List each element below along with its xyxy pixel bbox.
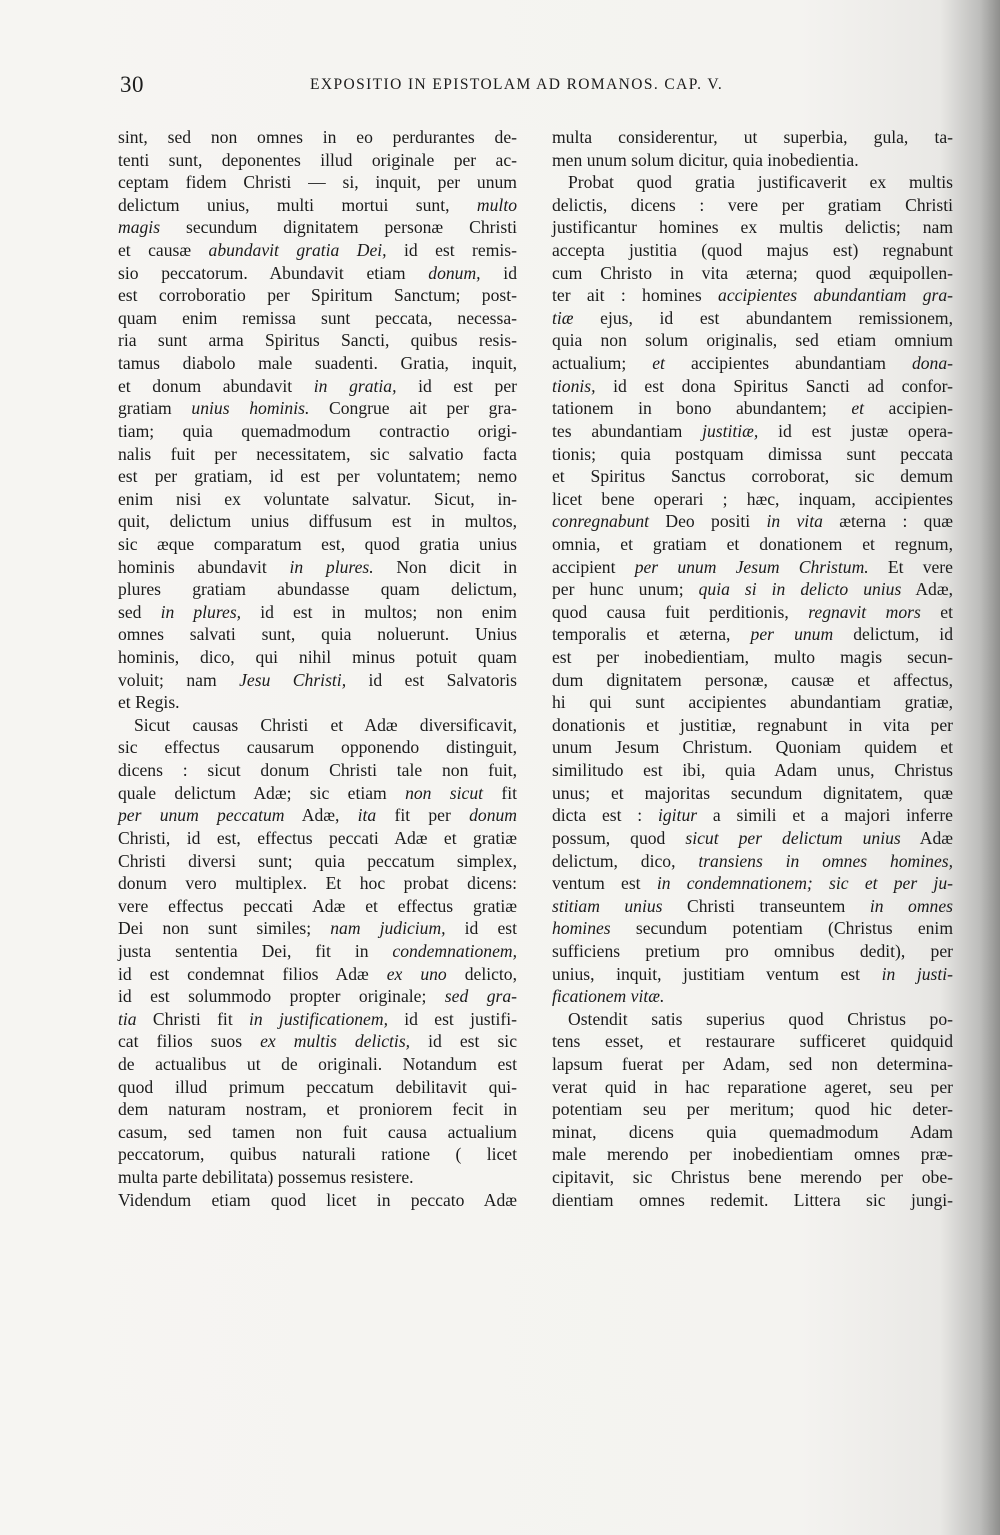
text-run: temporalis et æterna, xyxy=(552,624,751,645)
text-run: peccatorum, quibus naturali ratione ( licet xyxy=(118,1144,517,1165)
left-column-line xyxy=(118,1121,517,1144)
text-run: quit, delictum unius diffusum est in multos, xyxy=(118,511,517,532)
text-run: sint, sed non omnes in eo perdurantes de- xyxy=(118,127,517,147)
text-run: per hunc unum; xyxy=(552,579,699,600)
text-run: male merendo per inobedientiam omnes præ- xyxy=(552,1144,953,1165)
text-run: delicto, xyxy=(446,963,517,984)
text-run: cat filios suos xyxy=(118,1031,261,1052)
text-run: delictum, id xyxy=(833,624,953,645)
italic-text: justitiæ, xyxy=(702,420,759,441)
text-run: delictum unius, multi mortui sunt, xyxy=(118,194,477,215)
left-column-line xyxy=(118,895,517,918)
italic-text: igitur xyxy=(657,805,698,826)
text-run: tionis; quia postquam dimissa sunt peccata xyxy=(552,443,953,464)
text-run: cipitavit, sic Christus bene merendo per obe- xyxy=(552,1167,953,1188)
text-run: hominis abundavit xyxy=(118,556,290,577)
left-column-line xyxy=(118,872,517,895)
right-column-line xyxy=(552,239,953,262)
right-column-line xyxy=(552,1098,953,1121)
text-run: quam enim remissa sunt peccata, necessa- xyxy=(118,307,517,328)
text-run: ter ait : homines xyxy=(552,285,719,306)
text-run: licet bene operari ; hæc, inquam, accipientes xyxy=(552,488,953,509)
text-run: Non dicit in xyxy=(373,556,517,577)
text-run: vere effectus peccati Adæ et effectus gratiæ xyxy=(118,895,517,916)
text-run: quod causa fuit perditionis, xyxy=(552,601,809,622)
italic-text: sed gra- xyxy=(444,986,517,1007)
text-run: possum, quod xyxy=(552,827,686,848)
italic-text: in justi- xyxy=(881,963,953,984)
text-run: tationem in bono abundantem; xyxy=(552,398,852,419)
text-run: omnia, et gratiam et donationem et regnum, xyxy=(552,533,953,554)
text-run: Et vere xyxy=(868,556,953,577)
text-run: quod illud primum peccatum debilitavit qui- xyxy=(118,1076,517,1097)
left-column-line xyxy=(118,284,517,307)
italic-text: sicut per delictum unius xyxy=(685,827,901,848)
text-run: Adæ, xyxy=(284,805,358,826)
right-column-line xyxy=(552,443,953,466)
text-run: Christi, id est, effectus peccati Adæ et gratiæ xyxy=(118,827,517,848)
left-column-line xyxy=(118,488,517,511)
text-run: enim nisi ex voluntate salvatur. Sicut, in- xyxy=(118,488,517,509)
text-run: delictum, dico, xyxy=(552,850,699,871)
italic-text: in justificationem, xyxy=(249,1008,388,1029)
italic-text: in omnes xyxy=(869,895,953,916)
right-column-line xyxy=(552,691,953,714)
text-run: et causæ xyxy=(118,240,209,261)
text-run: ceptam fidem Christi — si, inquit, per unum xyxy=(118,172,517,193)
right-column-line xyxy=(552,194,953,217)
right-column-line xyxy=(552,623,953,646)
text-run: id est per xyxy=(396,375,517,396)
text-run: et Spiritus Sanctus corroborat, sic demum xyxy=(552,466,953,487)
right-column-line xyxy=(552,375,953,398)
text-run: id est sic xyxy=(410,1031,518,1052)
text-run: quale delictum Adæ; sic etiam xyxy=(118,782,406,803)
text-run: potentiam seu per meritum; quod hic deter- xyxy=(552,1099,953,1120)
running-head xyxy=(120,72,950,102)
right-column-line xyxy=(552,1008,953,1031)
left-column-line xyxy=(118,307,517,330)
text-run: hi qui sunt accipientes abundantiam gratiæ, xyxy=(552,692,953,713)
text-run: sic effectus causarum opponendo distinguit, xyxy=(118,737,517,758)
italic-text: quia si in delicto unius xyxy=(698,579,902,600)
italic-text: donum, xyxy=(428,262,481,283)
text-run: quia non solum originalis, sed etiam omnium xyxy=(552,330,953,351)
text-run: id est justifi- xyxy=(387,1008,518,1029)
italic-text: unius hominis. xyxy=(191,398,310,419)
left-column-line xyxy=(118,329,517,352)
right-column-line xyxy=(552,872,953,895)
left-column-line xyxy=(118,533,517,556)
right-column-line xyxy=(552,556,953,579)
italic-text: Jesu Christi, xyxy=(239,669,347,690)
right-column-line xyxy=(552,329,953,352)
text-run: Sicut causas Christi et Adæ diversificavit, xyxy=(134,714,517,735)
text-run: secundum dignitatem personæ Christi xyxy=(160,217,517,238)
left-column-line xyxy=(118,578,517,601)
text-run: secundum potentiam (Christus enim xyxy=(610,918,953,939)
left-column-line xyxy=(118,1076,517,1099)
italic-text: tionis, xyxy=(552,375,596,396)
text-run: Christi fit xyxy=(136,1008,250,1029)
left-column-line xyxy=(118,917,517,940)
text-run: justa sententia Dei, fit in xyxy=(118,940,393,961)
right-column-line xyxy=(552,262,953,285)
italic-text: per unum Jesum Christum. xyxy=(634,556,869,577)
italic-text: et xyxy=(851,398,865,419)
text-run: gratiam xyxy=(118,398,192,419)
text-run: ventum est xyxy=(552,873,657,894)
italic-text: in plures, xyxy=(160,601,242,622)
text-run: id est dona Spiritus Sancti ad confor- xyxy=(595,375,953,396)
italic-text: nam judicium, xyxy=(330,918,446,939)
right-text-column xyxy=(552,126,953,1211)
right-column-line xyxy=(552,940,953,963)
text-run: sio peccatorum. Abundavit etiam xyxy=(118,262,429,283)
right-column-line xyxy=(552,985,953,1008)
left-text-column xyxy=(118,126,517,1211)
right-column-line xyxy=(552,1076,953,1099)
text-run: Christi diversi sunt; quia peccatum simplex, xyxy=(118,850,517,871)
left-column-line xyxy=(118,397,517,420)
italic-text: ficationem vitæ. xyxy=(552,986,665,1007)
right-column-line xyxy=(552,827,953,850)
text-run: casum, sed tamen non fuit causa actualium xyxy=(118,1121,517,1142)
text-run: accipient xyxy=(552,556,635,577)
text-run: justificantur homines ex multis delictis; nam xyxy=(552,217,953,238)
italic-text: abundavit gratia Dei, xyxy=(208,240,387,261)
text-run: Adæ xyxy=(900,827,953,848)
text-run: Ostendit satis superius quod Christus po- xyxy=(568,1008,953,1029)
text-run: fit per xyxy=(376,805,470,826)
right-column-line xyxy=(552,533,953,556)
text-run: æterna : quæ xyxy=(822,511,953,532)
left-column-line xyxy=(118,1143,517,1166)
right-column-line xyxy=(552,1189,953,1212)
left-column-line xyxy=(118,646,517,669)
text-run: Christi transeuntem xyxy=(662,895,870,916)
text-run: de actualibus ut de originali. Notandum est xyxy=(118,1053,517,1074)
italic-text: multo xyxy=(476,194,517,215)
left-column-line xyxy=(118,194,517,217)
text-run: Probat quod gratia justificaverit ex multis xyxy=(568,172,953,193)
right-column-line xyxy=(552,1166,953,1189)
text-run: accepta justitia (quod majus est) regnabunt xyxy=(552,240,953,261)
left-column-line xyxy=(118,1098,517,1121)
text-run: cum Christo in vita æterna; quod æquipollen- xyxy=(552,262,953,283)
text-run: dum dignitatem personæ, causæ et affectus, xyxy=(552,669,953,690)
right-column-line xyxy=(552,736,953,759)
text-run: et xyxy=(920,601,953,622)
right-column-line xyxy=(552,488,953,511)
left-column-line xyxy=(118,443,517,466)
text-run: et Regis. xyxy=(118,692,180,713)
text-run: multa parte debilitata) possemus resistere. xyxy=(118,1167,414,1188)
text-run: dicta est : xyxy=(552,805,658,826)
left-column-line xyxy=(118,1030,517,1053)
text-run: sed xyxy=(118,601,161,622)
text-run: id est solummodo propter originale; xyxy=(118,986,445,1007)
text-run: est per gratiam, id est per voluntatem; nemo xyxy=(118,466,517,487)
left-column-line xyxy=(118,1189,517,1212)
text-run: est corroboratio per Spiritum Sanctum; post- xyxy=(118,285,517,306)
right-column-line xyxy=(552,917,953,940)
right-column-line xyxy=(552,510,953,533)
left-column-line xyxy=(118,465,517,488)
italic-text: regnavit mors xyxy=(808,601,921,622)
left-column-line xyxy=(118,171,517,194)
left-column-line xyxy=(118,375,517,398)
text-run: delictis, dicens : vere per gratiam Christi xyxy=(552,194,953,215)
left-column-line xyxy=(118,691,517,714)
text-run: donationis et justitiæ, regnabunt in vita per xyxy=(552,714,953,735)
text-run: a simili et a majori inferre xyxy=(697,805,953,826)
left-column-line xyxy=(118,352,517,375)
left-column-line xyxy=(118,804,517,827)
right-column-line xyxy=(552,782,953,805)
italic-text: accipientes abundantiam gra- xyxy=(718,285,953,306)
text-run: verat quid in hac reparatione ageret, seu per xyxy=(552,1076,953,1097)
text-run: id xyxy=(480,262,517,283)
italic-text: dona- xyxy=(911,353,953,374)
text-run: id est xyxy=(445,918,517,939)
right-column-line xyxy=(552,850,953,873)
right-column-line xyxy=(552,397,953,420)
left-column-line xyxy=(118,782,517,805)
italic-text: transiens in omnes homines, xyxy=(698,850,953,871)
left-column-line xyxy=(118,420,517,443)
right-column-line xyxy=(552,171,953,194)
text-run: sic æque comparatum est, quod gratia unius xyxy=(118,533,517,554)
text-run: unus; et majoritas secundum dignitatem, quæ xyxy=(552,782,953,803)
left-column-line xyxy=(118,759,517,782)
left-column-line xyxy=(118,714,517,737)
text-run: id est remis- xyxy=(386,240,517,261)
text-run: actualium; xyxy=(552,353,653,374)
text-run: tens esset, et restaurare sufficeret quidquid xyxy=(552,1031,953,1052)
right-column-line xyxy=(552,578,953,601)
italic-text: magis xyxy=(118,217,161,238)
text-run: Adæ, xyxy=(901,579,953,600)
left-column-line xyxy=(118,149,517,172)
text-run: donum vero multiplex. Et hoc probat dicens: xyxy=(118,873,517,894)
left-column-line xyxy=(118,1166,517,1189)
text-run: dientiam omnes redemit. Littera sic jungi- xyxy=(552,1189,953,1210)
right-column-line xyxy=(552,646,953,669)
text-run: hominis, dico, qui nihil minus potuit quam xyxy=(118,647,517,668)
text-run: Deo positi xyxy=(649,511,767,532)
italic-text: stitiam unius xyxy=(552,895,663,916)
right-column-line xyxy=(552,465,953,488)
right-column-line xyxy=(552,1030,953,1053)
text-run: id est justæ opera- xyxy=(758,420,953,441)
italic-text: ex multis delictis, xyxy=(260,1031,411,1052)
italic-text: tiæ xyxy=(552,307,574,328)
left-column-line xyxy=(118,963,517,986)
italic-text: per unum xyxy=(750,624,834,645)
text-run: ejus, id est abundantem remissionem, xyxy=(573,307,953,328)
italic-text: per unum peccatum xyxy=(118,805,285,826)
italic-text: ita xyxy=(357,805,377,826)
left-column-line xyxy=(118,985,517,1008)
right-column-line xyxy=(552,963,953,986)
text-run: Dei non sunt similes; xyxy=(118,918,331,939)
right-column-line xyxy=(552,1053,953,1076)
right-column-line xyxy=(552,420,953,443)
left-column-line xyxy=(118,940,517,963)
italic-text: et xyxy=(652,353,665,374)
right-column-line xyxy=(552,307,953,330)
left-column-line xyxy=(118,1053,517,1076)
text-run: id est condemnat filios Adæ xyxy=(118,963,387,984)
italic-text: in plures. xyxy=(289,556,374,577)
left-column-line xyxy=(118,736,517,759)
italic-text: in condemnationem; sic et per ju- xyxy=(656,873,953,894)
left-column-line xyxy=(118,827,517,850)
right-column-line xyxy=(552,601,953,624)
italic-text: in vita xyxy=(766,511,823,532)
text-run: tenti sunt, deponentes illud originale per ac- xyxy=(118,149,517,170)
text-run: similitudo est ibi, quia Adam unus, Christus xyxy=(552,760,953,781)
text-run: plures gratiam abundasse quam delictum, xyxy=(118,579,517,600)
text-run: unius, inquit, justitiam ventum est xyxy=(552,963,882,984)
left-column-line xyxy=(118,669,517,692)
left-column-line xyxy=(118,216,517,239)
text-run: dem naturam nostram, et proniorem fecit in xyxy=(118,1099,517,1120)
right-column-line xyxy=(552,1121,953,1144)
italic-text: tia xyxy=(118,1008,137,1029)
right-column-line xyxy=(552,284,953,307)
text-run: nalis fuit per necessitatem, sic salvatio facta xyxy=(118,443,517,464)
text-run: Videndum etiam quod licet in peccato Adæ xyxy=(118,1189,517,1210)
left-column-line xyxy=(118,510,517,533)
left-column-line xyxy=(118,601,517,624)
text-run: dicens : sicut donum Christi tale non fuit, xyxy=(118,760,517,781)
left-column-line xyxy=(118,623,517,646)
italic-text: conregnabunt xyxy=(552,511,650,532)
page-number: 30 xyxy=(120,72,144,97)
text-run: Congrue ait per gra- xyxy=(309,398,517,419)
text-run: multa considerentur, ut superbia, gula, ta- xyxy=(552,127,953,147)
text-run: minat, dicens quia quemadmodum Adam xyxy=(552,1121,953,1142)
text-run: tiam; quia quemadmodum contractio origi- xyxy=(118,420,517,441)
italic-text: donum xyxy=(469,805,517,826)
right-column-line xyxy=(552,804,953,827)
right-column-line xyxy=(552,352,953,375)
text-run: ria sunt arma Spiritus Sancti, quibus resis- xyxy=(118,330,517,351)
left-column-line xyxy=(118,556,517,579)
left-column-line xyxy=(118,262,517,285)
text-run: fit xyxy=(483,782,517,803)
italic-text: in gratia, xyxy=(313,375,397,396)
running-title: EXPOSITIO IN EPISTOLAM AD ROMANOS. CAP. V. xyxy=(310,76,724,93)
text-run: et donum abundavit xyxy=(118,375,314,396)
left-column-line xyxy=(118,126,517,149)
text-run: men unum solum dicitur, quia inobedientia. xyxy=(552,149,859,170)
text-run: id est Salvatoris xyxy=(346,669,518,690)
left-column-line xyxy=(118,850,517,873)
italic-text: ex uno xyxy=(386,963,447,984)
right-column-line xyxy=(552,714,953,737)
text-run: tes abundantiam xyxy=(552,420,703,441)
right-column-line xyxy=(552,216,953,239)
text-run: omnes salvati sunt, quia noluerunt. Unius xyxy=(118,624,517,645)
left-column-line xyxy=(118,239,517,262)
text-run: lapsum fuerat per Adam, sed non determina- xyxy=(552,1053,953,1074)
right-column-line xyxy=(552,1143,953,1166)
right-column-line xyxy=(552,895,953,918)
italic-text: non sicut xyxy=(405,782,484,803)
italic-text: condemnationem, xyxy=(392,940,517,961)
italic-text: homines xyxy=(552,918,611,939)
left-column-line xyxy=(118,1008,517,1031)
right-column-line xyxy=(552,669,953,692)
text-run: unum Jesum Christum. Quoniam quidem et xyxy=(552,737,953,758)
text-run: est per inobedientiam, multo magis secun- xyxy=(552,647,953,668)
text-run: tamus diabolo male suadenti. Gratia, inquit, xyxy=(118,353,517,374)
text-run: voluit; nam xyxy=(118,669,240,690)
text-run: accipien- xyxy=(864,398,953,419)
right-column-line xyxy=(552,149,953,172)
right-column-line xyxy=(552,759,953,782)
right-column-line xyxy=(552,126,953,149)
text-run: sufficiens pretium pro omnibus dedit), per xyxy=(552,940,953,961)
text-run: id est in multos; non enim xyxy=(241,601,517,622)
text-run: accipientes abundantiam xyxy=(664,353,912,374)
